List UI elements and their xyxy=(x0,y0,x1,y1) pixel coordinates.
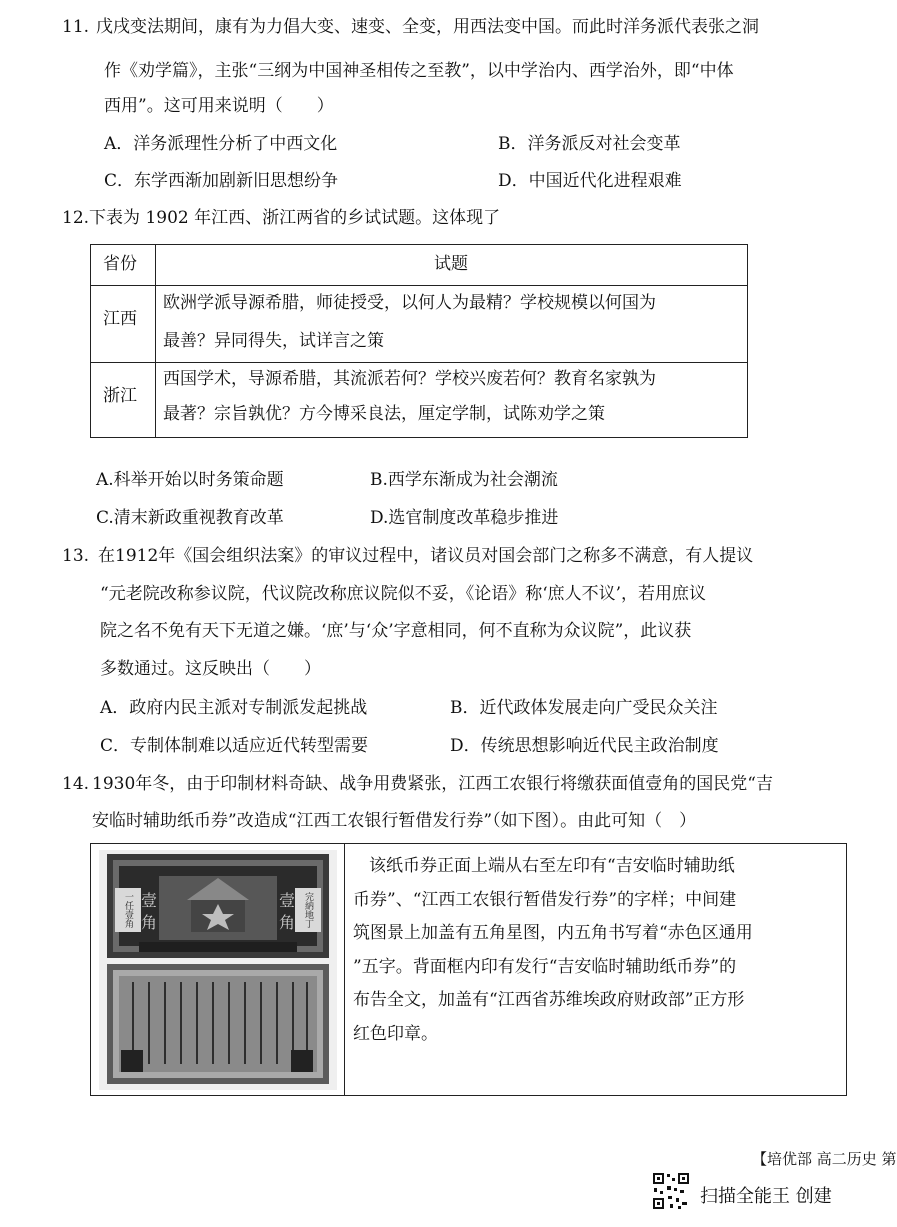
figure-text-line: 筑图景上加盖有五角星图，内五角书写着“赤色区通用 xyxy=(353,923,753,943)
figure-text-line: 红色印章。 xyxy=(353,1024,438,1044)
q13-stem-line-3: 院之名不免有天下无道之嫌。‘庶’与‘众’字意相同，何不直称为众议院”，此议获 xyxy=(100,621,692,641)
table-row-province: 浙江 xyxy=(103,386,137,406)
banknote-right-label: 完納地丁 xyxy=(303,892,313,928)
q13-option-a[interactable]: A．政府内民主派对专制派发起挑战 xyxy=(100,698,368,718)
table-row-province: 江西 xyxy=(103,309,137,329)
q13-option-b[interactable]: B．近代政体发展走向广受民众关注 xyxy=(450,698,718,718)
banknote-unit-right: 角 xyxy=(278,913,296,932)
page-footer-label: 【培优部 高二历史 第 xyxy=(752,1150,897,1168)
q12-option-b[interactable]: B.西学东渐成为社会潮流 xyxy=(370,470,558,490)
q11-option-c[interactable]: C．东学西渐加剧新旧思想纷争 xyxy=(104,171,339,191)
banknote-image xyxy=(99,850,337,1090)
banknote-left-label: 一任壹角 xyxy=(123,892,133,928)
table-row-divider xyxy=(91,362,747,363)
table-column-divider xyxy=(155,245,156,437)
seal-stamp xyxy=(291,1050,313,1072)
q13-stem-line-1: 在1912年《国会组织法案》的审议过程中，诸议员对国会部门之称多不满意，有人提议 xyxy=(98,546,754,566)
qr-code-icon xyxy=(652,1172,690,1210)
table-row-question-line: 最著？宗旨孰优？方今博采良法，厘定学制，试陈劝学之策 xyxy=(163,404,605,424)
q11-number: 11. xyxy=(62,17,90,37)
banknote-value-right: 壹 xyxy=(278,891,296,910)
table-header-divider xyxy=(91,285,747,286)
q12-option-a[interactable]: A.科举开始以时务策命题 xyxy=(96,470,284,490)
q13-stem-line-4: 多数通过。这反映出（ ） xyxy=(100,659,321,679)
table-header-province: 省份 xyxy=(103,254,137,274)
table-row-question-line: 欧洲学派导源希腊，师徒授受，以何人为最精？学校规模以何国为 xyxy=(163,293,656,313)
q13-option-d[interactable]: D．传统思想影响近代民主政治制度 xyxy=(450,736,719,756)
q11-stem-line-2: 作《劝学篇》，主张“三纲为中国神圣相传之至教”，以中学治内、西学治外，即“中体 xyxy=(104,61,734,81)
q12-option-d[interactable]: D.选官制度改革稳步推进 xyxy=(370,508,559,528)
q12-table xyxy=(90,244,748,438)
figure-text-line: ”五字。背面框内印有发行“吉安临时辅助纸币券”的 xyxy=(353,957,737,977)
q12-stem: 12.下表为 1902 年江西、浙江两省的乡试试题。这体现了 xyxy=(62,208,501,228)
table-row-question-line: 西国学术，导源希腊，其流派若何？学校兴废若何？教育名家孰为 xyxy=(163,369,656,389)
q14-figure xyxy=(90,843,847,1096)
q11-option-a[interactable]: A．洋务派理性分析了中西文化 xyxy=(104,134,338,154)
table-row-question-line: 最善？异同得失，试详言之策 xyxy=(163,331,384,351)
q13-option-c[interactable]: C．专制体制难以适应近代转型需要 xyxy=(100,736,369,756)
q14-stem-line-2: 安临时辅助纸币券”改造成“江西工农银行暂借发行券”（如下图）。由此可知（ ） xyxy=(92,811,697,831)
q13-stem-line-2: “元老院改称参议院，代议院改称庶议院似不妥，《论语》称‘庶人不议’，若用庶议 xyxy=(100,584,706,604)
q11-stem-line-3: 西用”。这可用来说明（ ） xyxy=(104,96,334,116)
q11-option-b[interactable]: B．洋务派反对社会变革 xyxy=(498,134,681,154)
q14-number: 14. xyxy=(62,774,90,794)
q12-option-c[interactable]: C.清末新政重视教育改革 xyxy=(96,508,284,528)
banknote-value-left: 壹 xyxy=(140,891,158,910)
figure-text-line: 布告全文，加盖有“江西省苏维埃政府财政部”正方形 xyxy=(353,990,745,1010)
figure-divider xyxy=(344,844,345,1095)
figure-text-line: 该纸币券正面上端从右至左印有“吉安临时辅助纸 xyxy=(369,856,735,876)
q13-number: 13. xyxy=(62,546,90,566)
table-header-question: 试题 xyxy=(434,254,468,274)
banknote-unit-left: 角 xyxy=(140,913,158,932)
q11-option-d[interactable]: D．中国近代化进程艰难 xyxy=(498,171,682,191)
scanner-watermark: 扫描全能王 创建 xyxy=(700,1186,832,1207)
figure-text-line: 币券”、“江西工农银行暂借发行券”的字样；中间建 xyxy=(353,890,737,910)
q14-stem-line-1: 1930年冬，由于印制材料奇缺、战争用费紧张，江西工农银行将缴获面值壹角的国民党“吉 xyxy=(92,774,773,794)
q11-stem-line-1: 戊戌变法期间，康有为力倡大变、速变、全变，用西法变中国。而此时洋务派代表张之洞 xyxy=(96,17,759,37)
seal-stamp xyxy=(121,1050,143,1072)
